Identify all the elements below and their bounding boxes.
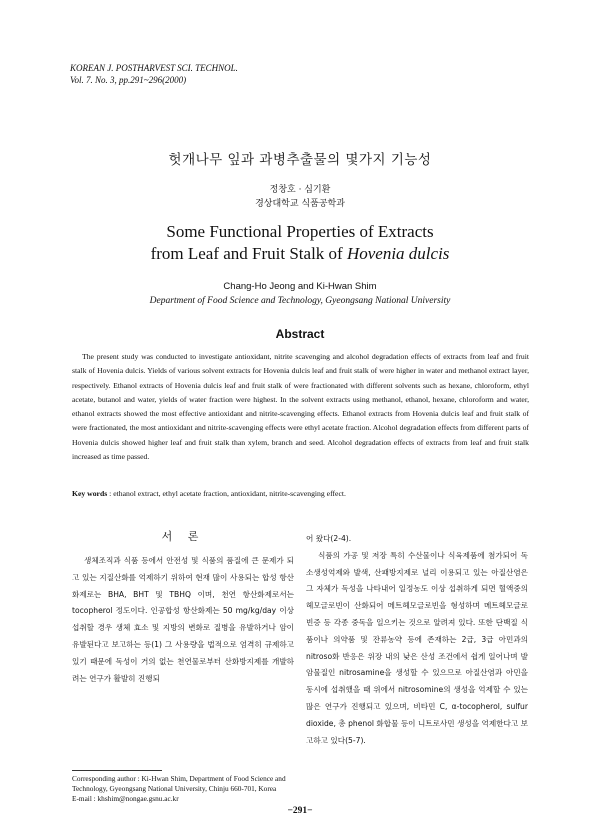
keywords-text: : ethanol extract, ethyl acetate fraction, antioxidant, nitrite-scavenging effect. [107,489,346,498]
section-heading-introduction: 서 론 [161,530,205,543]
intro-right-column [306,531,528,749]
english-title-line2 [0,243,600,265]
intro-left-column: 생체조직과 식품 등에서 안전성 및 식품의 품질에 큰 문제가 되고 있는 지질산화를 억제하기 위하여 현재 많이 사용되는 합성 항산화제로는 BHA, BHT 및 TBHQ 이며, 천연 항산화제로서는 tocopherol 정도이다. 인공합성 항산화제는 50 mg/kg/day 이상 섭취할 경우 생체 효소 및 지방의 변화로 질병을 유발하거나 암이 유발된다고 보고하는 등(1) 그 사용량을 법적으로 엄격히 규제하고 있기 때문에 독성이 거의 없는 천연물로부터 산화방지제를 개발하려는 연구가 활발히 진행되 [72,556,294,683]
english-title [0,221,600,265]
english-title-line1: Some Functional Properties of Extracts [166,222,434,241]
english-title-line2-prefix: from Leaf and Fruit Stalk of [150,244,347,263]
footnote-email: E-mail : khshim@nongae.gsnu.ac.kr [72,794,179,803]
abstract-text: The present study was conducted to investigate antioxidant, nitrite scavenging and alcohol degradation effects of extracts from leaf and fruit stalk of Hovenia dulcis. Yields of various solvent extracts for Hovenia dulcis leaf and fruit stalk of were higher in water and methanol extract layer, respectively. Ethanol extracts of Hovenia dulcis leaf and fruit stalk of were fractionated with different solvents such as hexane, chloroform, ethyl acetate, butanol and water, yields of water fraction were highest. In the solvent extracts using methanol, ethanol, hexane, chloroform and water, ethanol extracts showed the most effective antioxidant and nitrite-scavenging effects. Ethanol extracts from Hovenia dulcis leaf and fruit stalk of were fractionated, the most antioxidant and nitrite-scavenging effects were ethyl acetate fraction. Alcohol degradation effects from different parts of Hovenia dulcis showed higher leaf and fruit stalk than xylem, branch and seed. Alcohol degradation effects of extracts from leaf and fruit stalk increased as time passed. [72,352,529,462]
english-authors: Chang-Ho Jeong and Ki-Hwan Shim [223,281,377,292]
keywords-label: Key words [72,489,108,498]
korean-title: 헛개나무 잎과 과병추출물의 몇가지 기능성 [168,152,432,168]
keywords [72,488,529,500]
english-affiliation: Department of Food Science and Technology, Gyeongsang National University [149,296,451,306]
journal-name: KOREAN J. POSTHARVEST SCI. TECHNOL. [70,63,238,73]
abstract-heading: Abstract [275,327,325,341]
korean-affiliation: 경상대학교 식품공학과 [255,199,345,209]
footnote-divider [72,770,162,771]
journal-header [70,62,238,86]
intro-right-paragraph: 식품의 가공 및 저장 특히 수산물이나 식육제품에 첨가되어 독소생성억제와 발색, 산패방지제로 널리 이용되고 있는 아질산염은 그 자체가 독성을 나타내어 일정농도 이상 섭취하게 되면 혈액중의 헤모글로빈이 산화되어 메트헤모글로빈을 형성하며 메트헤모글로빈증 등 각종 중독을 일으키는 것으로 알려져 있다. 또한 단백질 식품이나 의약품 및 잔류농약 등에 존재하는 2급, 3급 아민과의 nitroso화 반응은 위장 내의 낮은 산성 조건에서 쉽게 일어나며 발암물질인 nitrosamine을 생성할 수 있으므로 아질산염과 아민을 동시에 섭취했을 때 위에서 nitrosomine의 생성을 억제할 수 있는 많은 연구가 진행되고 있으며, 비타민 C, α-tocopherol, sulfur dioxide, 총 phenol 화합물 등이 니트로사민 생성을 억제한다고 보고하고 있다(5-7). [306,550,528,745]
english-title-species: Hovenia dulcis [346,244,450,263]
footnote-author: Corresponding author : Ki-Hwan Shim, Department of Food Science and Technology, Gyeongsang National University, Chinju 660-701, Korea [72,774,286,793]
korean-authors: 정창호 · 심기환 [269,185,331,195]
corresponding-author-footnote [72,774,294,804]
intro-right-continuation: 어 왔다(2-4). [306,534,352,543]
page-number: −291− [287,806,313,816]
journal-volume: Vol. 7. No. 3, pp.291~296(2000) [70,75,187,85]
